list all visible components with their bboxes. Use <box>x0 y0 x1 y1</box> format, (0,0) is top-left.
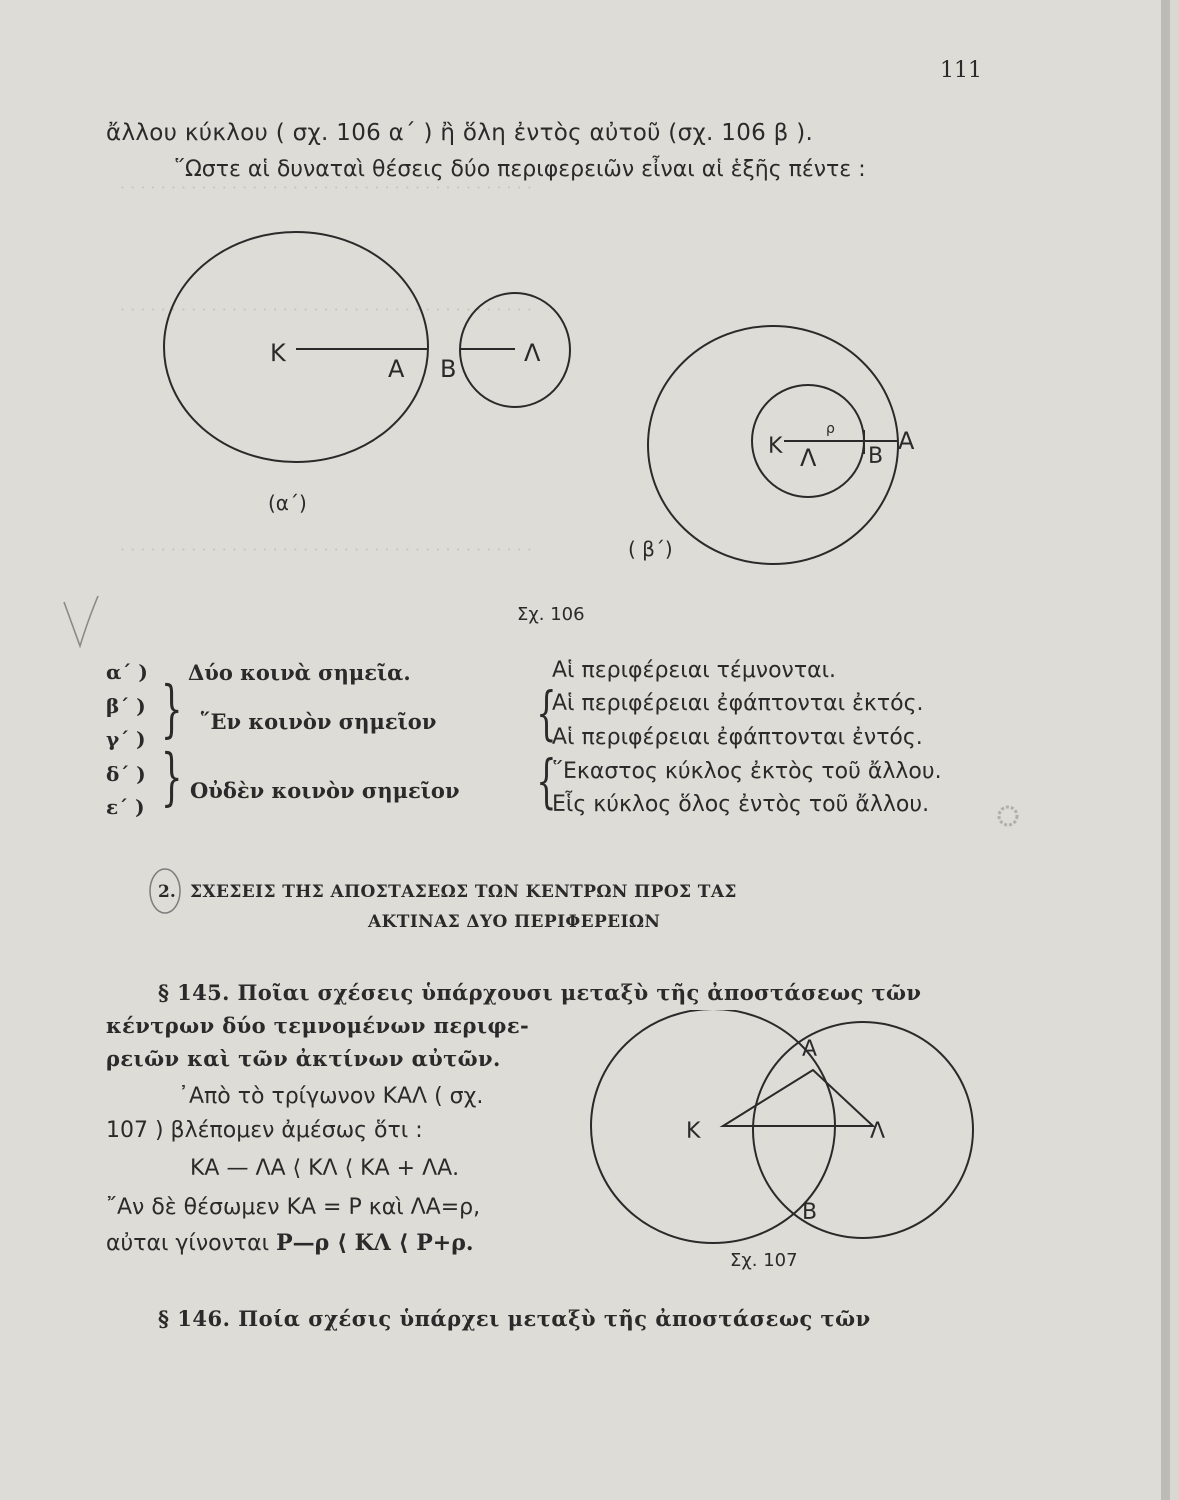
para145-heading-line-1: § 145. Ποῖαι σχέσεις ὑπάρχουσι μεταξὺ τῆς ἀποστάσεως τῶν <box>158 980 922 1005</box>
fig106b-label-b: Β <box>868 444 884 469</box>
row-desc-e: Εἷς κύκλος ὅλος ἐντὸς τοῦ ἄλλου. <box>552 792 930 817</box>
fig107-label-a: Α <box>802 1037 818 1062</box>
row-group-one-point: ῞Εν κοινὸν σημεῖον <box>200 709 437 734</box>
row-desc-d: ῞Εκαστος κύκλος ἐκτὸς τοῦ ἄλλου. <box>552 759 942 784</box>
left-brace-de: } <box>160 740 183 813</box>
fig107-triangle-kal <box>723 1070 873 1126</box>
row-desc-b: Αἱ περιφέρειαι ἐφάπτονται ἐκτός. <box>552 691 924 716</box>
row-letter-e: ε΄ ) <box>106 795 145 819</box>
fig106b-label-l: Λ <box>800 444 817 472</box>
right-brace-bc: { <box>536 679 557 747</box>
para145-body-line-1: ᾿Απὸ τὸ τρίγωνον ΚΑΛ ( σχ. <box>178 1084 484 1109</box>
page-number: 111 <box>940 58 982 83</box>
figure-107-caption: Σχ. 107 <box>730 1250 798 1271</box>
row-desc-c: Αἱ περιφέρειαι ἐφάπτονται ἐντός. <box>552 725 923 750</box>
fig106a-label-b: Β <box>440 355 457 383</box>
fig106a-circle-k <box>164 232 428 462</box>
para145-heading-line-2: κέντρων δύο τεμνομένων περιφε- <box>106 1013 530 1038</box>
section-title-line-2: ΑΚΤΙΝΑΣ ΔΥΟ ΠΕΡΙΦΕΡΕΙΩΝ <box>368 912 661 932</box>
para145-body-line-2: 107 ) βλέπομεν ἀμέσως ὅτι : <box>106 1118 423 1143</box>
ink-smudge-icon <box>990 796 1030 836</box>
fig106a-caption: (α΄) <box>268 491 307 515</box>
figure-106 <box>0 0 1170 640</box>
para145-body-line-4 <box>106 1230 474 1256</box>
intro-line-2: ῞Ωστε αἱ δυναταὶ θέσεις δύο περιφερειῶν εἶναι αἱ ἑξῆς πέντε : <box>174 157 866 182</box>
row-letter-c: γ΄ ) <box>106 727 146 751</box>
fig106b-caption: ( β΄) <box>628 537 673 561</box>
row-letter-d: δ΄ ) <box>106 762 146 786</box>
fig106b-label-rho: ρ <box>826 421 835 437</box>
fig106a-label-a: Α <box>388 355 405 383</box>
fig107-label-l: Λ <box>870 1119 886 1144</box>
fig106a-label-k: Κ <box>270 339 286 367</box>
para146-heading: § 146. Ποία σχέσις ὑπάρχει μεταξὺ τῆς ἀποστάσεως τῶν <box>158 1306 871 1331</box>
section-title-line-1: ΣΧΕΣΕΙΣ ΤΗΣ ΑΠΟΣΤΑΣΕΩΣ ΤΩΝ ΚΕΝΤΡΩΝ ΠΡΟΣ ΤΑΣ <box>190 882 737 902</box>
bleed-through: · · · · · · · · · · · · · · · · · · · · · · · · · · · · · · · · · · · · · · · · · <box>120 300 532 319</box>
row-group-no-point: Οὐδὲν κοινὸν σημεῖον <box>190 778 460 803</box>
fig106b-label-k: Κ <box>768 434 783 459</box>
para145-formula-1: ΚΑ — ΛΑ ⟨ ΚΛ ⟨ ΚΑ + ΛΑ. <box>190 1156 460 1181</box>
fig107-label-b: Β <box>802 1200 818 1225</box>
fig107-label-k: Κ <box>686 1119 701 1144</box>
bleed-through: · · · · · · · · · · · · · · · · · · · · · · · · · · · · · · · · · · · · · · · · · <box>120 178 532 197</box>
section-number: 2. <box>158 882 176 902</box>
left-brace-bc: } <box>160 672 183 745</box>
right-brace-de: { <box>536 747 557 815</box>
row-desc-a: Αἱ περιφέρειαι τέμνονται. <box>552 658 837 683</box>
figure-107 <box>560 1010 980 1275</box>
para145-body-line-4-prefix: αὐται γίνονται <box>106 1231 270 1256</box>
para145-heading-line-3: ρειῶν καὶ τῶν ἀκτίνων αὐτῶν. <box>106 1046 501 1071</box>
bleed-through: · · · · · · · · · · · · · · · · · · · · · · · · · · · · · · · · · · · · · · · · · <box>120 540 532 559</box>
figure-106-caption: Σχ. 106 <box>517 604 585 625</box>
para145-body-line-3: ῎Αν δὲ θέσωμεν ΚΑ = Ρ καὶ ΛΑ=ρ, <box>106 1195 481 1220</box>
para145-formula-2: Ρ—ρ ⟨ ΚΛ ⟨ Ρ+ρ. <box>276 1230 474 1256</box>
check-mark-icon <box>58 590 108 660</box>
row-letter-b: β΄ ) <box>106 694 146 718</box>
fig107-circle-l <box>753 1022 973 1238</box>
row-letter-a: α΄ ) <box>106 660 148 684</box>
fig106a-label-l: Λ <box>524 339 541 367</box>
intro-line-1: ἄλλου κύκλου ( σχ. 106 α΄ ) ἢ ὅλη ἐντὸς αὐτοῦ (σχ. 106 β ). <box>106 120 814 146</box>
row-group-two-points: Δύο κοινὰ σημεῖα. <box>188 660 411 685</box>
fig106b-label-a: Α <box>898 427 915 455</box>
